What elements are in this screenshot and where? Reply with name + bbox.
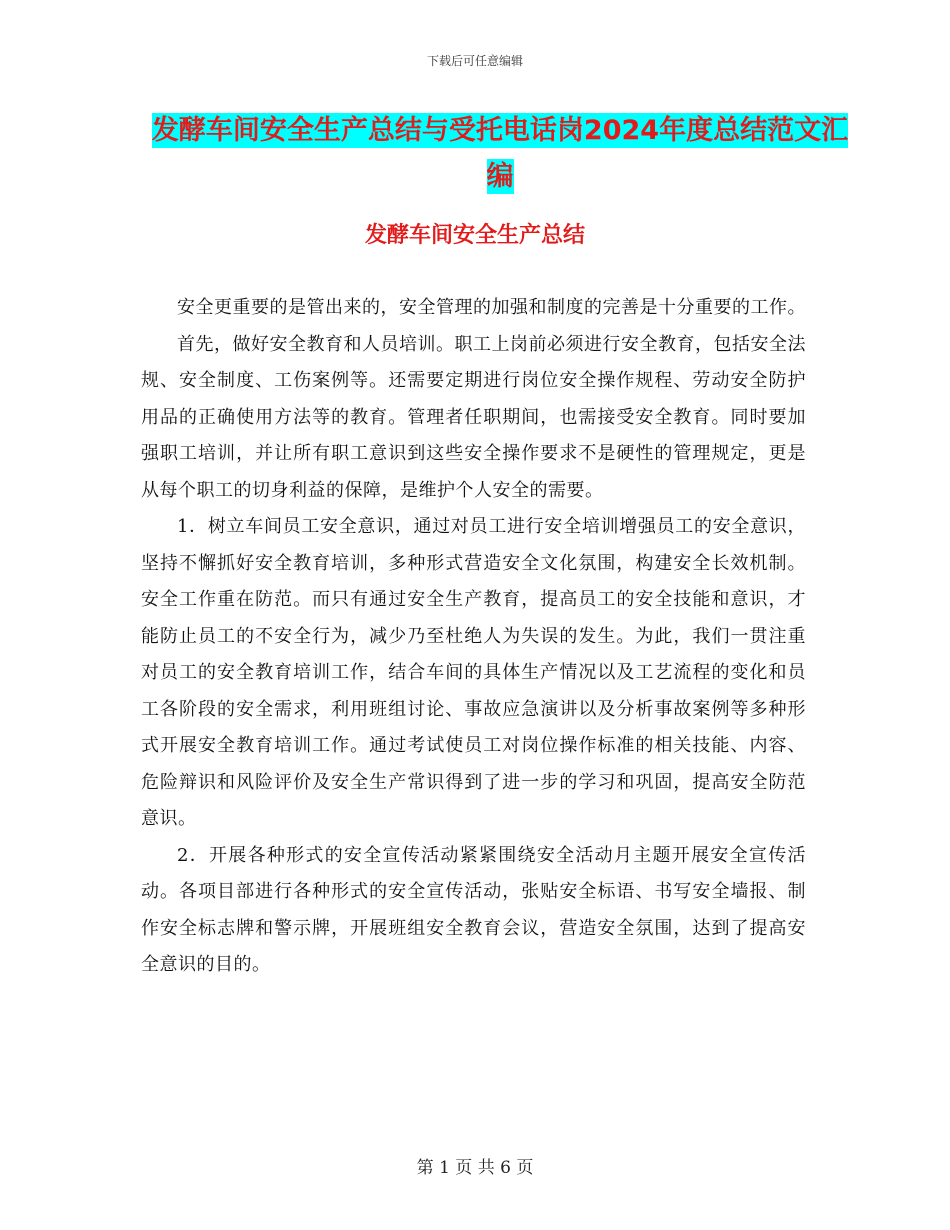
paragraph: 首先，做好安全教育和人员培训。职工上岗前必须进行安全教育，包括安全法规、安全制度、工伤案例等。还需要定期进行岗位安全操作规程、劳动安全防护用品的正确使用方法等的教育。管理者任职期间，也需接受安全教育。同时要加强职工培训，并让所有职工意识到这些安全操作要求不是硬性的管理规定，更是从每个职工的切身利益的保障，是维护个人安全的需要。 (141, 333, 806, 501)
document-title-text: 发酵车间安全生产总结与受托电话岗2024年度总结范文汇编 (151, 115, 849, 192)
page-header-note: 下载后可任意编辑 (426, 54, 523, 68)
document-title (150, 108, 850, 200)
paragraph: 1．树立车间员工安全意识，通过对员工进行安全培训增强员工的安全意识，坚持不懈抓好安全教育培训，多种形式营造安全文化氛围，构建安全长效机制。安全工作重在防范。而只有通过安全生产教育，提高员工的安全技能和意识，才能防止员工的不安全行为，减少乃至杜绝人为失误的发生。为此，我们一贯注重对员工的安全教育培训工作，结合车间的具体生产情况以及工艺流程的变化和员工各阶段的安全需求，利用班组讨论、事故应急演讲以及分析事故案例等多种形式开展安全教育培训工作。通过考试使员工对岗位操作标准的相关技能、内容、危险辩识和风险评价及安全生产常识得到了进一步的学习和巩固，提高安全防范意识。 (141, 516, 806, 829)
section-title: 发酵车间安全生产总结 (364, 223, 585, 248)
page-number: 第 1 页 共 6 页 (416, 1158, 534, 1178)
paragraph: 安全更重要的是管出来的，安全管理的加强和制度的完善是十分重要的工作。 (177, 297, 806, 318)
paragraph: 2．开展各种形式的安全宣传活动紧紧围绕安全活动月主题开展安全宣传活动。各项目部进行各种形式的安全宣传活动，张贴安全标语、书写安全墙报、制作安全标志牌和警示牌，开展班组安全教育会议，营造安全氛围，达到了提高安全意识的目的。 (141, 844, 806, 975)
document-body (141, 290, 806, 984)
